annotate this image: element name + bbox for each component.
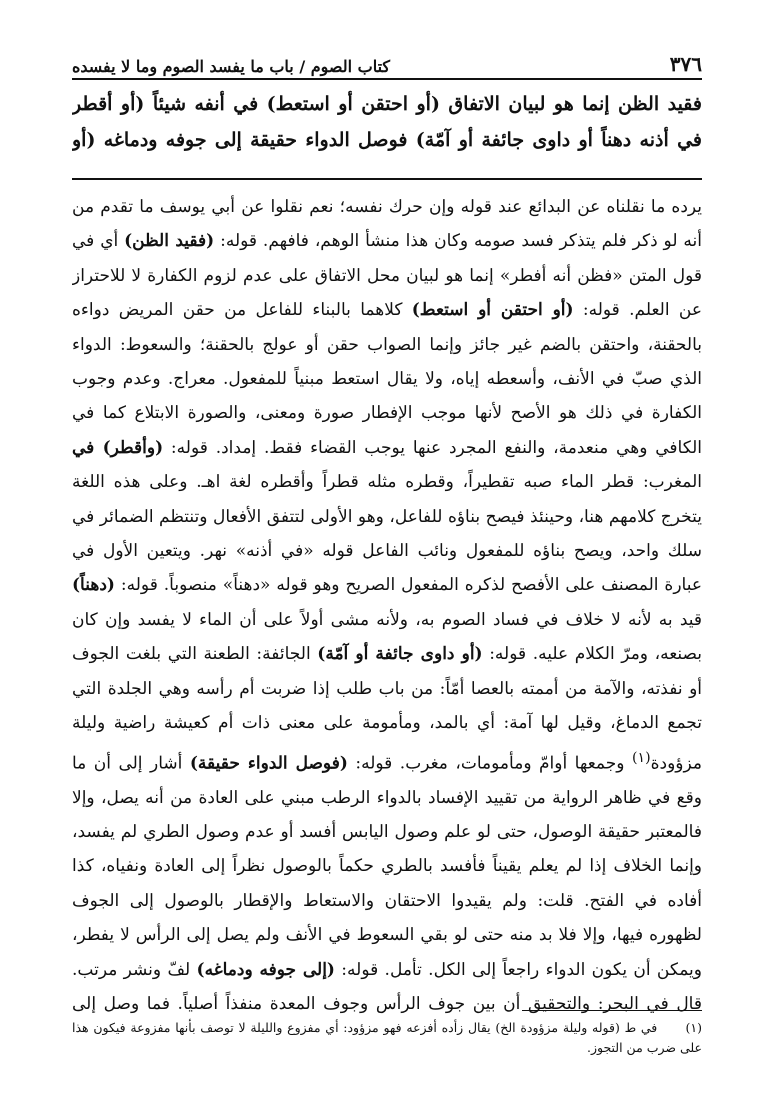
matn-divider: [72, 178, 702, 180]
footnote-ref: (١): [631, 749, 651, 766]
commentary-segment: الجائفة: الطعنة التي بلغت الجوف أو نفذته، والآمة من أممته بالعصا أمّاً: من باب طلب إذا ضربت أم رأسه وهي الجلدة التي تجمع الدماغ، وقيل لها آمة: أي بالمد، ومأمومة على معنى ذات أم كعيشة راضية وليلة مزؤودة: [72, 644, 702, 774]
page-header: [72, 40, 702, 76]
page-number: ٣٧٦: [669, 52, 702, 76]
commentary-segment: لفّ ونشر مرتب. قال في البحر: والتحقيق أن بين جوف الرأس وجوف المعدة منفذاً أصلياً. فما وصل إلى: [72, 959, 702, 1014]
footnote-text: في ط (قوله وليلة مزؤودة الخ) يقال زأده أفزعه فهو مزؤود: أي مفزوع والليلة لا توصف بأنها مفزوعة فيكون هذا على ضرب من التجوز.: [72, 1020, 702, 1055]
quoted-lemma: (فوصل الدواء حقيقة): [189, 753, 348, 774]
commentary-segment: أشار إلى أن ما وقع في ظاهر الرواية من تقييد الإفساد بالدواء الرطب مبني على العادة من أنه يصل، وإلا فالمعتبر حقيقة الوصول، حتى لو علم وصول اليابس أفسد أو عدم وصول الطري لم يفسد، وإنما الخلاف إذا لم يعلم يقيناً فأفسد بالطري حكماً بالوصول نظراً إلى العادة ونفياه، كذا أفاده في الفتح. قلت: ولم يقيدوا الاحتقان والاستعاط والإقطار بالوصول إلى الجوف لظهوره فيها، وإلا فلا بد منه حتى لو بقي السعوط في الأنف ولم يصل إلى الرأس لا يفطر، ويمكن أن يكون الدواء راجعاً إلى الكل. تأمل. قوله:: [72, 753, 702, 980]
footnote-number: (١): [685, 1020, 702, 1035]
footnote: [72, 1018, 702, 1058]
header-rule: [72, 78, 702, 80]
quoted-lemma: (دهناً): [72, 575, 115, 596]
commentary-segment: أي في قول المتن «فظن أنه أفطر» إنما هو لبيان محل الاتفاق على عدم لزوم الكفارة لا للاحتراز عن العلم. قوله:: [72, 231, 702, 321]
quoted-lemma: (أو احتقن أو استعط): [411, 300, 574, 321]
book-page: [72, 40, 702, 1070]
commentary-segment: كلاهما بالبناء للفاعل من حقن المريض دواءه بالحقنة، واحتقن بالضم غير جائز وإنما الصواب حقن أو عولج بالحقنة؛ والسعوط: الدواء الذي صبّ في الأنف، وأسعطه إياه، ولا يقال استعط مبنياً للمفعول. معراج. وعدم وجوب الكفارة في ذلك هو الأصح لأنها موجب الإفطار صورة ومعنى، والصورة الابتلاع كما في الكافي وهي منعدمة، والنفع المجرد عنها يوجب القضاء فقط. إمداد. قوله:: [72, 300, 702, 458]
commentary-segment: قيد به لأنه لا خلاف في فساد الصوم به، ولأنه مشى أولاً على أن الماء لا يفسد وإن كان بصنعه، ومرّ الكلام عليه. قوله:: [72, 609, 702, 665]
quoted-lemma: (إلى جوفه ودماغه): [196, 959, 335, 980]
quoted-lemma: (وأقطر) في: [72, 437, 164, 458]
commentary-segment: يرده ما نقلناه عن البدائع عند قوله وإن حرك نفسه؛ نعم نقلوا عن أبي يوسف ما تقدم من أنه لو ذكر فلم يتذكر فسد صومه وكان هذا منشأ الوهم، فافهم. قوله:: [72, 197, 702, 252]
quoted-lemma: (فقيد الظن): [124, 231, 215, 252]
running-title: كتاب الصوم / باب ما يفسد الصوم وما لا يفسده: [72, 57, 391, 76]
matn-text: فقيد الظن إنما هو لبيان الاتفاق (أو احتقن أو استعط) في أنفه شيئاً (أو أقطر في أذنه دهناً أو داوى جائفة أو آمّة) فوصل الدواء حقيقة إلى جوفه ودماغه (أو: [72, 93, 702, 151]
quoted-lemma: (أو داوى جائفة أو آمّة): [317, 644, 483, 665]
commentary-text: [72, 190, 702, 1016]
footnote-rule: [522, 1010, 702, 1011]
commentary-segment: وجمعها أوامّ ومأمومات، مغرب. قوله:: [347, 753, 632, 774]
commentary-segment: المغرب: قطر الماء صبه تقطيراً، وقطره مثله قطراً وأقطره لغة اهـ. وعلى هذه اللغة يتخرج كلامهم هنا، وحينئذ فيصح بناؤه للفاعل، وهو الأولى لتتفق الأفعال وتنتظم الضمائر في سلك واحد، ويصح بناؤه للمفعول ونائب الفاعل قوله «في أذنه» نهر. ويتعين الأول في عبارة المصنف على الأفصح لذكره المفعول الصريح وهو قوله «دهناً» منصوباً. قوله:: [72, 472, 702, 596]
